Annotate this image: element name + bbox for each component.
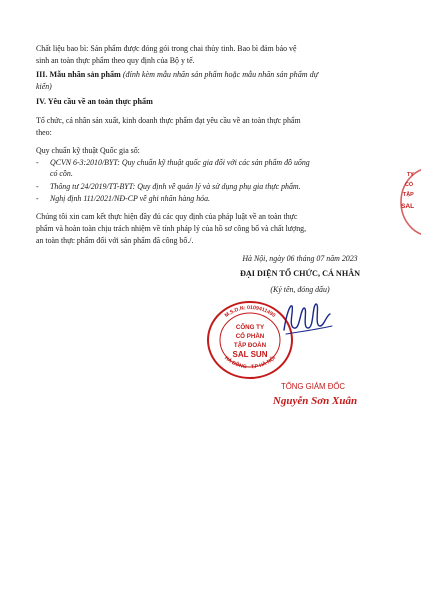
requirement-line-2: theo: (36, 128, 52, 137)
bullet-3-line-1: Nghị định 111/2021/NĐ-CP về ghi nhãn hàng hóa. (50, 194, 210, 203)
seal-ring-bottom: HÀ ĐÔNG - T.P HÀ NỘI (222, 355, 278, 371)
bullet-2-line-1: Thông tư 24/2019/TT-BYT: Quy định về quản lý và sử dụng phụ gia thực phẩm. (50, 182, 301, 191)
bullet-dash: - (36, 182, 39, 191)
seal-line-4: SAL SUN (232, 350, 268, 359)
side-seal-line-2: CỔ (405, 182, 414, 188)
bullet-dash: - (36, 194, 39, 203)
standard-intro: Quy chuẩn kỹ thuật Quốc gia số: (36, 146, 140, 155)
section-iii-note: (đính kèm mẫu nhãn sản phẩm hoặc mẫu nhãn sản phẩm dự (122, 70, 319, 79)
representative-title: ĐẠI DIỆN TỔ CHỨC, CÁ NHÂN (239, 269, 361, 278)
sign-instruction: (Ký tên, đóng dấu) (270, 285, 330, 294)
seal-line-2: CỔ PHẦN (235, 333, 265, 340)
position-title: TỔNG GIÁM ĐỐC (280, 382, 346, 391)
section-iv-heading: IV. Yêu cầu về an toàn thực phẩm (36, 97, 153, 106)
bullet-dash: - (36, 158, 39, 167)
bullet-1-line-1: QCVN 6-3:2010/BYT: Quy chuẩn kỹ thuật quốc gia đối với các sản phẩm đồ uống (50, 158, 310, 167)
commitment-line-3: an toàn thực phẩm đối với sản phẩm đã công bố./. (36, 236, 194, 245)
handwritten-signature (278, 296, 338, 338)
seal-line-3: TẬP ĐOÀN (233, 342, 267, 349)
commitment-line-1: Chúng tôi xin cam kết thực hiện đầy đủ các quy định của pháp luật về an toàn thực (36, 212, 298, 221)
side-seal-line-1: TY (407, 172, 414, 178)
section-iii-note-cont: kiến) (36, 82, 52, 91)
section-iii-heading (36, 70, 391, 81)
side-seal-line-4: SAL (401, 203, 415, 210)
signer-name: Nguyễn Sơn Xuân (272, 395, 358, 407)
date-line: Hà Nội, ngày 06 tháng 07 năm 2023 (242, 254, 358, 263)
section-iii-title: III. Mẫu nhãn sản phẩm (36, 70, 121, 79)
requirement-line-1: Tổ chức, cá nhân sản xuất, kinh doanh thực phẩm đạt yêu cầu về an toàn thực phẩm (36, 116, 301, 125)
partial-side-seal (395, 160, 421, 250)
svg-text:M.S.D.N: 0109411490 (224, 305, 277, 319)
seal-ring-top: M.S.D.N: 0109411490 (223, 304, 277, 319)
commitment-line-2: phẩm và hoàn toàn chịu trách nhiệm về tính pháp lý của hồ sơ công bố và chất lượng, (36, 224, 307, 233)
side-seal-line-3: TẬP (403, 192, 414, 198)
seal-line-1: CÔNG TY (235, 324, 265, 331)
bullet-1-line-2: có cồn. (50, 169, 73, 178)
packaging-line-2: sinh an toàn thực phẩm theo quy định của Bộ y tế. (36, 56, 195, 65)
packaging-line-1: Chất liệu bao bì: Sản phẩm được đóng gói trong chai thủy tinh. Bao bì đảm bảo vệ (36, 44, 297, 53)
